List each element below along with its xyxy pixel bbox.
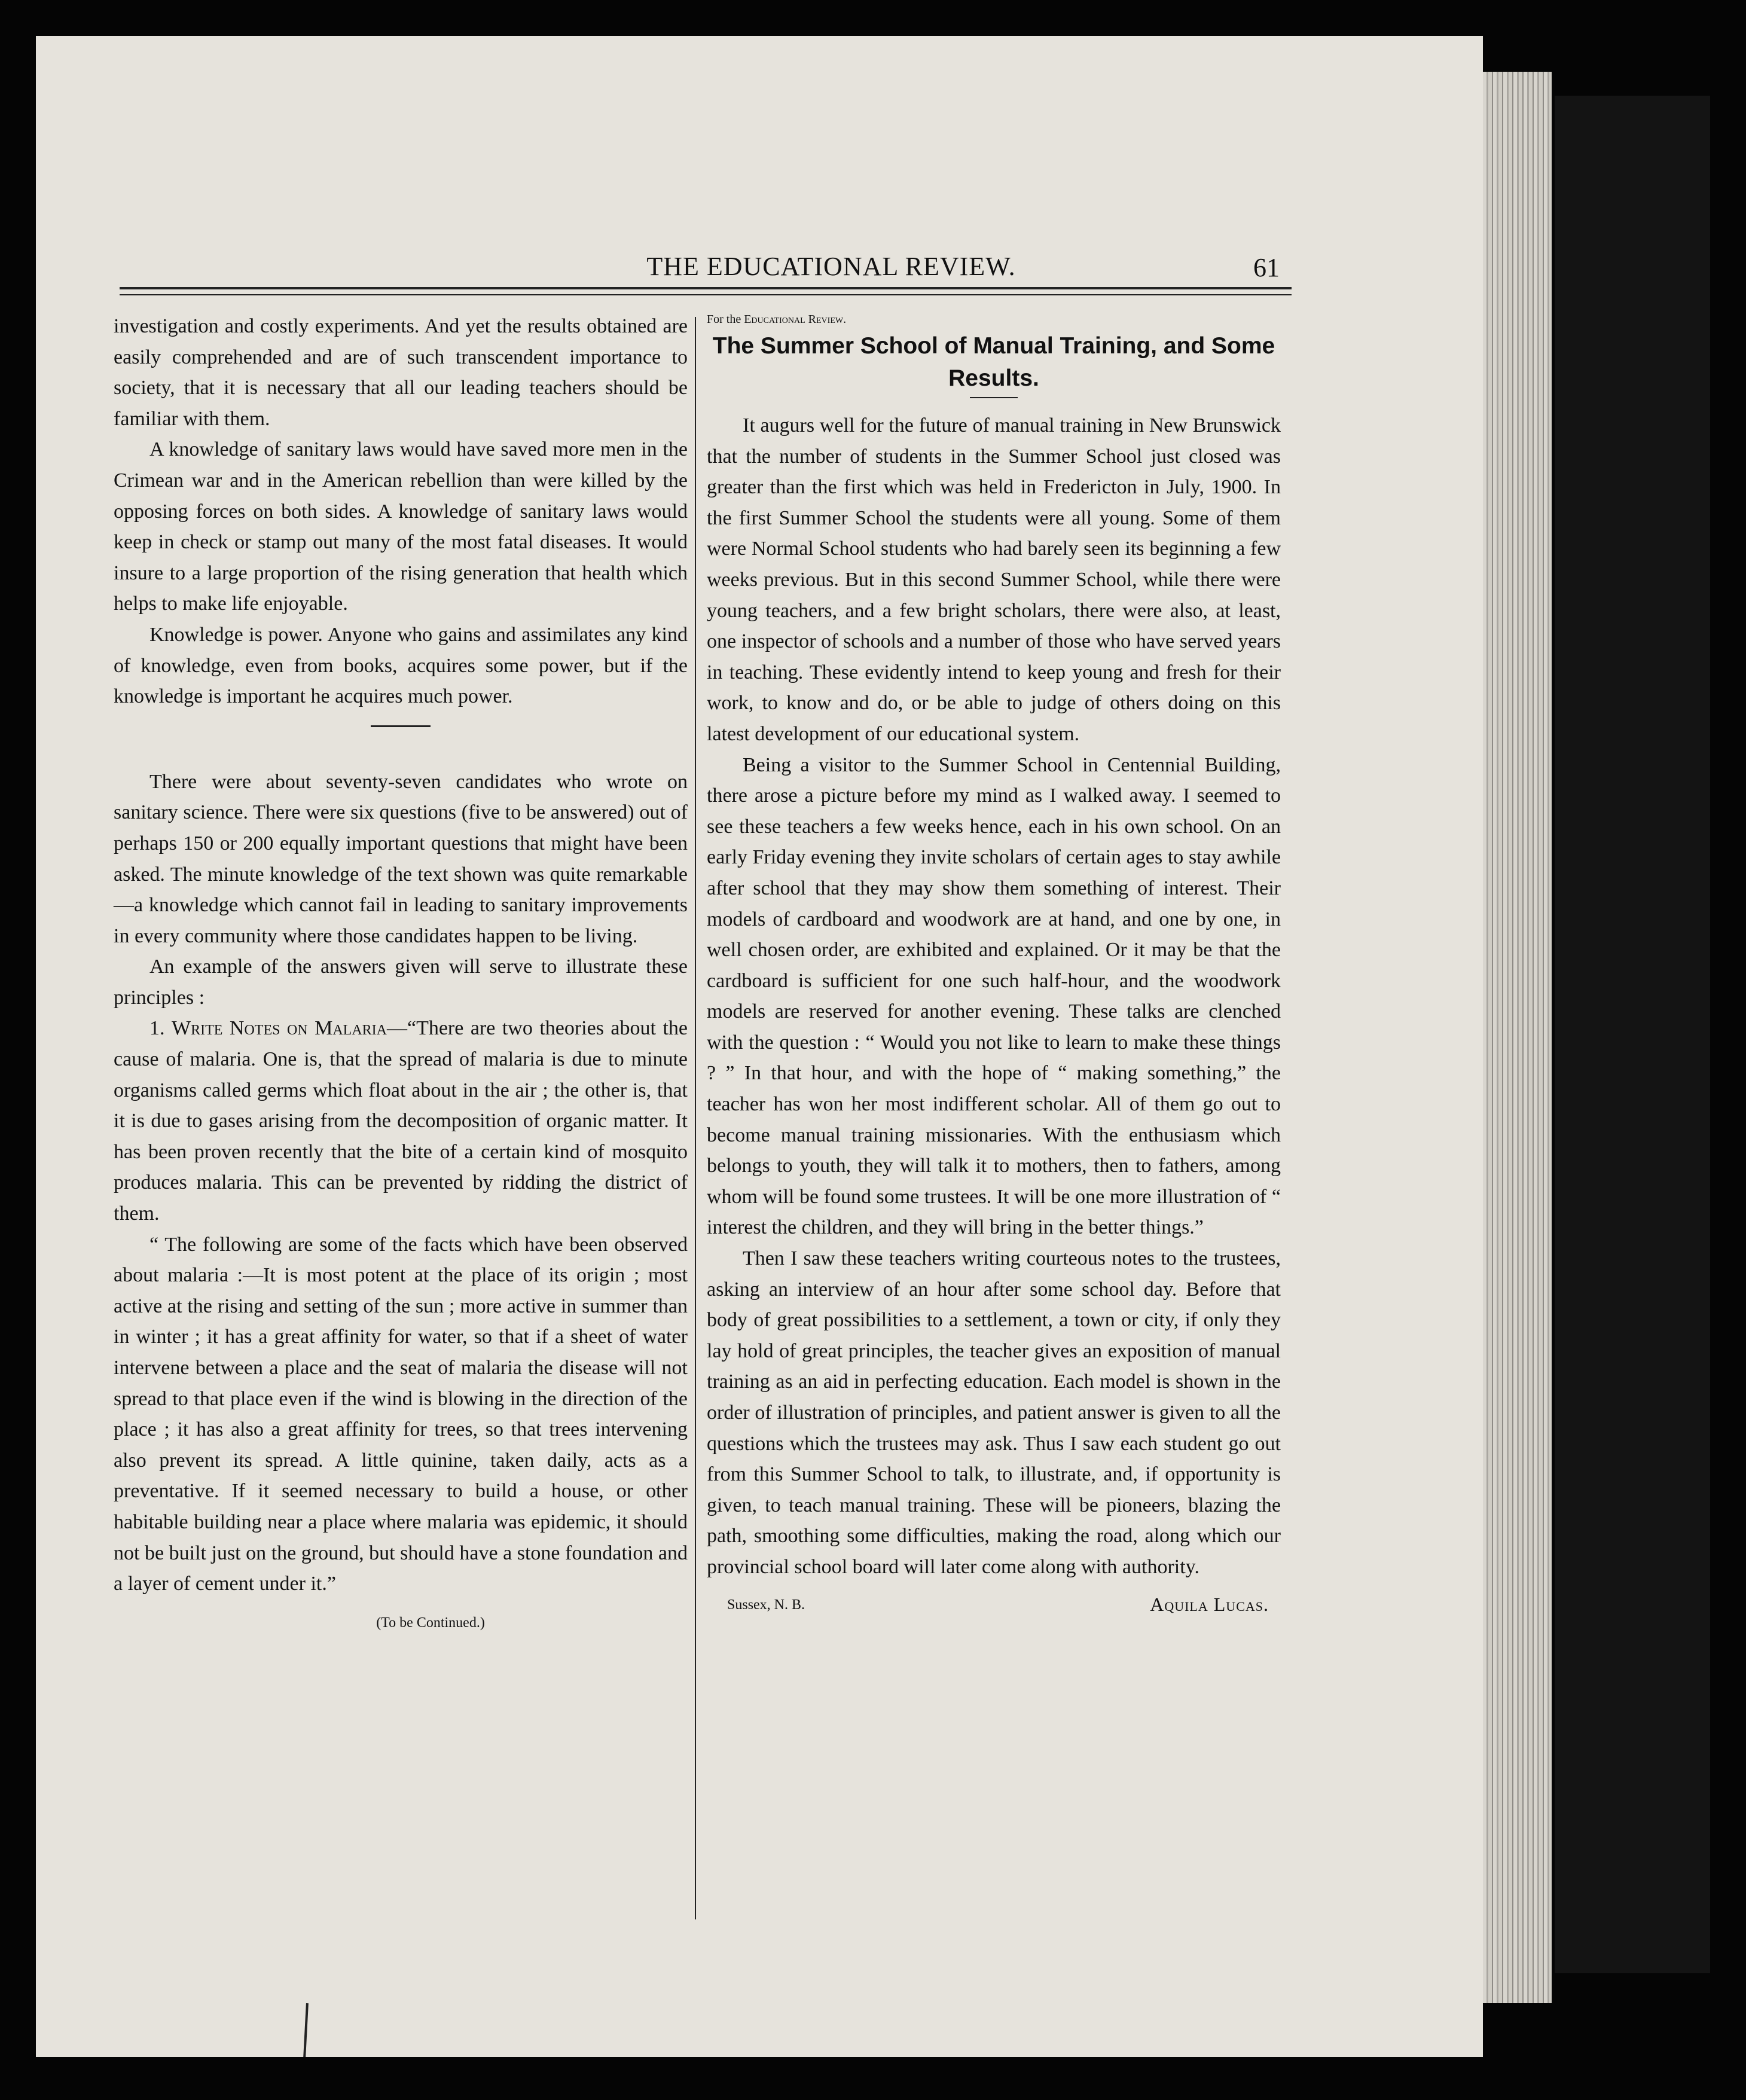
running-title: THE EDUCATIONAL REVIEW. xyxy=(646,252,1016,281)
paragraph-knowledge-is-power: Knowledge is power. Anyone who gains and assimilates any kind of knowledge, even from books, acquires some power, but if the knowledge is important he acquires much power. xyxy=(114,623,688,708)
title-rule xyxy=(970,397,1018,398)
page-number: 61 xyxy=(1253,253,1280,282)
article-title: The Summer School of Manual Training, and Some Results. xyxy=(712,333,1275,391)
header-rule xyxy=(120,287,1292,289)
signoff-place: Sussex, N. B. xyxy=(727,1597,805,1613)
paragraph-example-intro: An example of the answers given will serve to illustrate these principles : xyxy=(114,956,688,1009)
question-number: 1. xyxy=(149,1017,165,1040)
paragraph-continuation: investigation and costly experiments. And yet the results obtained are easily comprehended and are of such transcendent importance to society, that it is necessary that all our leading teachers should be familiar with them. xyxy=(114,315,688,430)
pencil-mark xyxy=(301,2003,309,2057)
question-heading: Write Notes on Malaria— xyxy=(172,1017,407,1040)
continued-note: (To be Continued.) xyxy=(376,1614,485,1631)
header-rule-thin xyxy=(120,294,1292,295)
paragraph-visitor: Being a visitor to the Summer School in Centennial Building, there arose a picture before my mind as I walked away. I seemed to see these teachers a few weeks hence, each in his own school. On an early Friday evening they invite scholars of certain ages to stay awhile after school that they may show them something of interest. Their models of cardboard and woodwork are at hand, and one by one, in well chosen order, are exhibited and explained. Or it may be that the cardboard is sufficient for one such half-hour, and the woodwork models are reserved for another evening. These talks are clenched with the question : “ Would you not like to learn to make these things ? ” In that hour, and with the hope of “ making something,” the teacher has won her most indifferent scholar. All of them go out to become manual training missionaries. With the enthusiasm which belongs to youth, they will talk it to mothers, then to fathers, among whom will be found some trustees. It will be one more illustration of “ interest the children, and they will bring in the better things.” xyxy=(707,753,1281,1239)
credit-journal: Educational Review. xyxy=(744,313,847,326)
section-divider xyxy=(371,725,431,727)
credit-prefix: For the xyxy=(707,313,741,326)
page-stack-edge xyxy=(1483,72,1552,2003)
paragraph-sanitary-laws: A knowledge of sanitary laws would have saved more men in the Crimean war and in the American rebellion than were killed by the opposing forces on both sides. A knowledge of sanitary laws would keep in check or stamp out many of the most fatal diseases. It would insure to a large proportion of the rising generation that health which helps to make life enjoyable. xyxy=(114,438,688,615)
dark-margin xyxy=(1555,96,1710,1973)
article-credit xyxy=(707,311,1281,328)
paragraph-candidates: There were about seventy-seven candidates who wrote on sanitary science. There were six questions (five to be answered) out of perhaps 150 or 200 equally important questions that might have been asked. The minute knowledge of the text shown was quite remarkable—a knowledge which cannot fail in leading to sanitary improvements in every community where those candidates happen to be living. xyxy=(114,770,688,947)
signoff-author: Aquila Lucas. xyxy=(1150,1593,1269,1615)
right-column xyxy=(707,311,1281,1617)
question-answer: “There are two theories about the cause of malaria. One is, that the spread of malaria is due to minute organisms called germs which float about in the air ; the other is, that it is due to gases arising from the decomposition of organic matter. It has been proven recently that the bite of a certain kind of mosquito produces malaria. This can be prevented by ridding the district of them. xyxy=(114,1017,688,1225)
signoff xyxy=(707,1594,1281,1617)
paragraph-malaria-facts: “ The following are some of the facts which have been observed about malaria :—It is most potent at the place of its origin ; most active at the rising and setting of the sun ; more active in summer than in winter ; it has a great affinity for water, so that if a sheet of water intervene between a place and the seat of malaria the disease will not spread to that place even if the wind is blowing in the direction of the place ; it has also a great affinity for trees, so that trees intervening also prevent its spread. A little quinine, taken daily, acts as a preventative. If it seemed necessary to build a house, or other habitable building near a place where malaria was epidemic, it should not be built just on the ground, but should have a stone foundation and a layer of cement under it.” xyxy=(114,1233,688,1595)
paragraph-trustees: Then I saw these teachers writing courteous notes to the trustees, asking an interview of an hour after some school day. Before that body of great possibilities to a settlement, a town or city, if only they lay hold of great principles, the teacher gives an exposition of manual training as an aid in perfecting education. Each model is shown in the order of illustration of principles, and patient answer is given to all the questions which the trustees may ask. Thus I saw each student go out from this Summer School to talk, to illustrate, and, if opportunity is given, to teach manual training. These will be pioneers, blazing the path, smoothing some difficulties, making the road, along which our provincial school board will later come along with authority. xyxy=(707,1247,1281,1578)
paragraph-auguries: It augurs well for the future of manual training in New Brunswick that the number of students in the Summer School just closed was greater than the first which was held in Fredericton in July, 1900. In the first Summer School the students were all young. Some of them were Normal School students who had barely seen its beginning a few weeks previous. But in this second Summer School, while there were young teachers, and a few bright scholars, there were also, at least, one inspector of schools and a number of those who have served years in teaching. These evidently intend to keep young and fresh for their work, to know and do, or be able to judge of others doing on this latest development of our educational system. xyxy=(707,414,1281,745)
left-column xyxy=(114,311,688,1631)
column-divider xyxy=(695,317,696,1919)
scanned-page xyxy=(36,36,1483,2057)
paragraph-malaria-question xyxy=(114,1013,688,1229)
